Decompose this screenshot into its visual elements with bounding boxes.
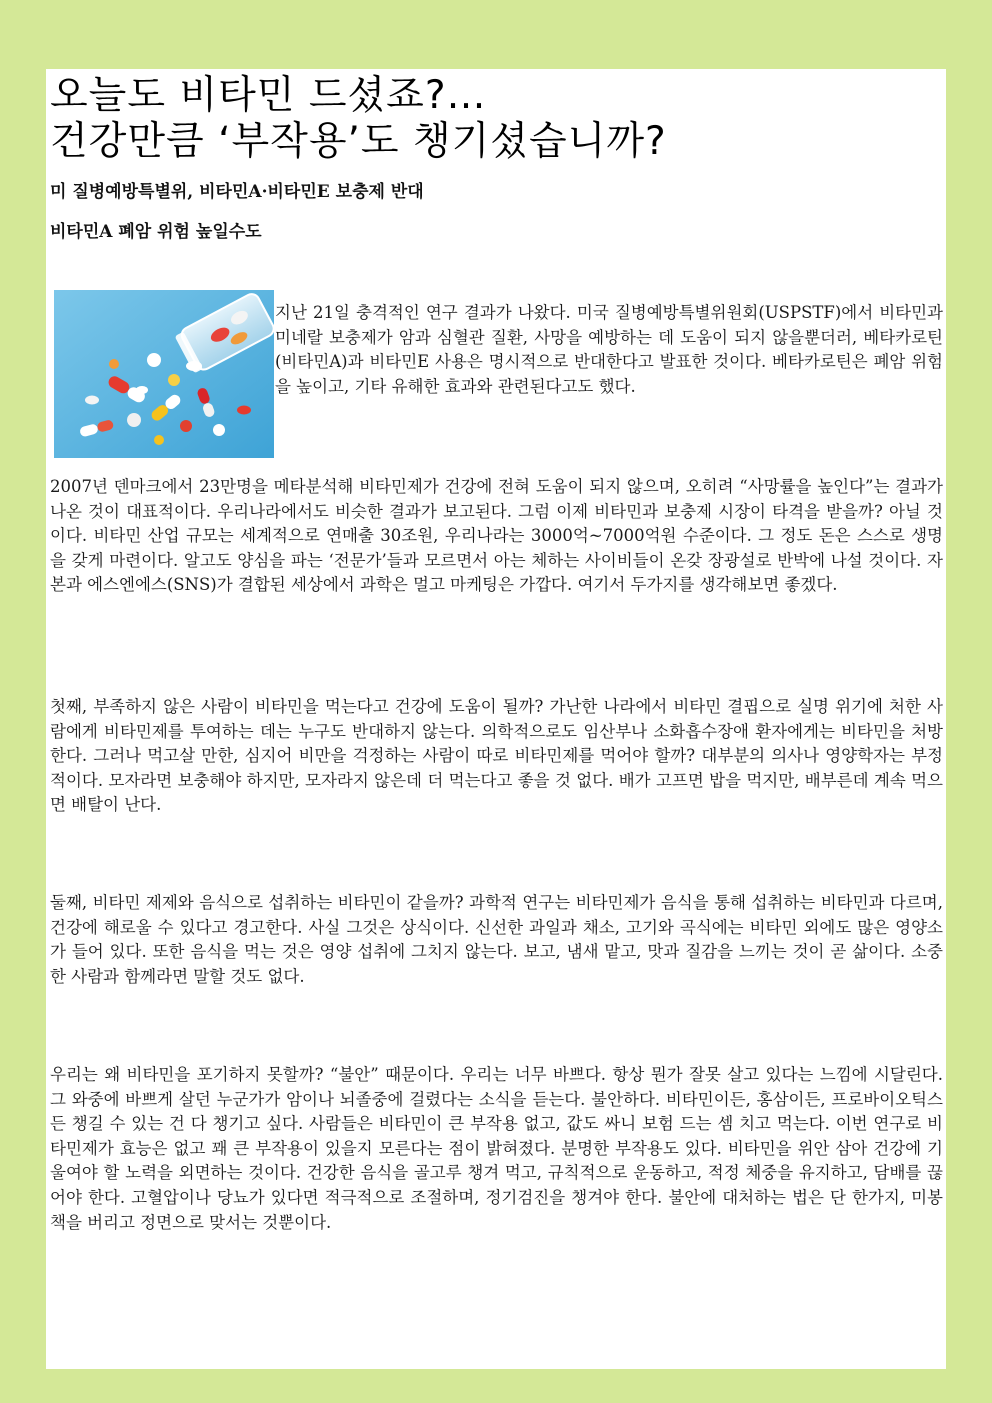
paragraph-3: 첫째, 부족하지 않은 사람이 비타민을 먹는다고 건강에 도움이 될까? 가난한 나라에서 비타민 결핍으로 실명 위기에 처한 사람에게 비타민제를 투여하는 데는 누구도 반대하지 않는다. 의학적으로도 임산부나 소화흡수장애 환자에게는 비타민을 처방한다. 그러나 먹고살 만한, 심지어 비만을 걱정하는 사람이 따로 비타민제를 먹어야 할까? 대부분의 의사나 영양학자는 부정적이다. 모자라면 보충해야 하지만, 모자라지 않은데 더 먹는다고 좋을 것 없다. 배가 고프면 밥을 먹지만, 배부른데 계속 먹으면 배탈이 난다.	[50, 697, 943, 815]
paragraph-5: 우리는 왜 비타민을 포기하지 못할까? “불안” 때문이다. 우리는 너무 바쁘다. 항상 뭔가 잘못 살고 있다는 느낌에 시달린다. 그 와중에 바쁘게 살던 누군가가 암이나 뇌졸중에 걸렸다는 소식을 듣는다. 불안하다. 비타민이든, 홍삼이든, 프로바이오틱스든 챙길 수 있는 건 다 챙기고 싶다. 사람들은 비타민이 큰 부작용 없고, 값도 싸니 보험 드는 셈 치고 먹는다. 이번 연구로 비타민제가 효능은 없고 꽤 큰 부작용이 있을지 모른다는 점이 밝혀졌다. 분명한 부작용도 있다. 비타민을 위안 삼아 건강에 기울여야 할 노력을 외면하는 것이다. 건강한 음식을 골고루 챙겨 먹고, 규칙적으로 운동하고, 적정 체중을 유지하고, 담배를 끊어야 한다. 고혈압이나 당뇨가 있다면 적극적으로 조절하며, 정기검진을 챙겨야 한다. 불안에 대처하는 법은 단 한가지, 미봉책을 버리고 정면으로 맞서는 것뿐이다.	[50, 1065, 943, 1232]
paragraph-1: 지난 21일 충격적인 연구 결과가 나왔다. 미국 질병예방특별위원회(USPSTF)에서 비타민과 미네랄 보충제가 암과 심혈관 질환, 사망을 예방하는 데 도움이 되지 않을뿐더러, 베타카로틴(비타민A)과 비타민E 사용은 명시적으로 반대한다고 발표한 것이다. 베타카로틴은 폐암 위험을 높이고, 기타 유해한 효과와 관련된다고도 했다.	[275, 303, 943, 396]
paragraph-4: 둘째, 비타민 제제와 음식으로 섭취하는 비타민이 같을까? 과학적 연구는 비타민제가 음식을 통해 섭취하는 비타민과 다르며, 건강에 해로울 수 있다고 경고한다. 사실 그것은 상식이다. 신선한 과일과 채소, 고기와 곡식에는 비타민 외에도 많은 영양소가 들어 있다. 또한 음식을 먹는 것은 영양 섭취에 그치지 않는다. 보고, 냄새 맡고, 맛과 질감을 느끼는 것이 곧 삶이다. 소중한 사람과 함께라면 말할 것도 없다.	[50, 893, 943, 986]
headline-line-1: 오늘도 비타민 드셨죠?…	[50, 73, 487, 118]
article-page	[46, 69, 946, 1369]
subheading-1: 미 질병예방특별위, 비타민A·비타민E 보충제 반대	[50, 182, 424, 202]
paragraph-2: 2007년 덴마크에서 23만명을 메타분석해 비타민제가 건강에 전혀 도움이 되지 않으며, 오히려 “사망률을 높인다”는 결과가 나온 것이 대표적이다. 우리나라에서도 비슷한 결과가 보고된다. 그럼 이제 비타민과 보충제 시장이 타격을 받을까? 아닐 것이다. 비타민 산업 규모는 세계적으로 연매출 30조원, 우리나라는 3000억~7000억원 수준이다. 그 정도 돈은 스스로 생명을 갖게 마련이다. 알고도 양심을 파는 ‘전문가’들과 모르면서 아는 체하는 사이비들이 온갖 장광설로 반박에 나설 것이다. 자본과 에스엔에스(SNS)가 결합된 세상에서 과학은 멀고 마케팅은 가깝다. 여기서 두가지를 생각해보면 좋겠다.	[50, 477, 943, 595]
pills-photo	[54, 290, 274, 458]
subheading-2: 비타민A 폐암 위험 높일수도	[50, 222, 262, 242]
headline-line-2: 건강만큼 ‘부작용’도 챙기셨습니까?	[50, 119, 667, 164]
headline	[50, 73, 940, 165]
